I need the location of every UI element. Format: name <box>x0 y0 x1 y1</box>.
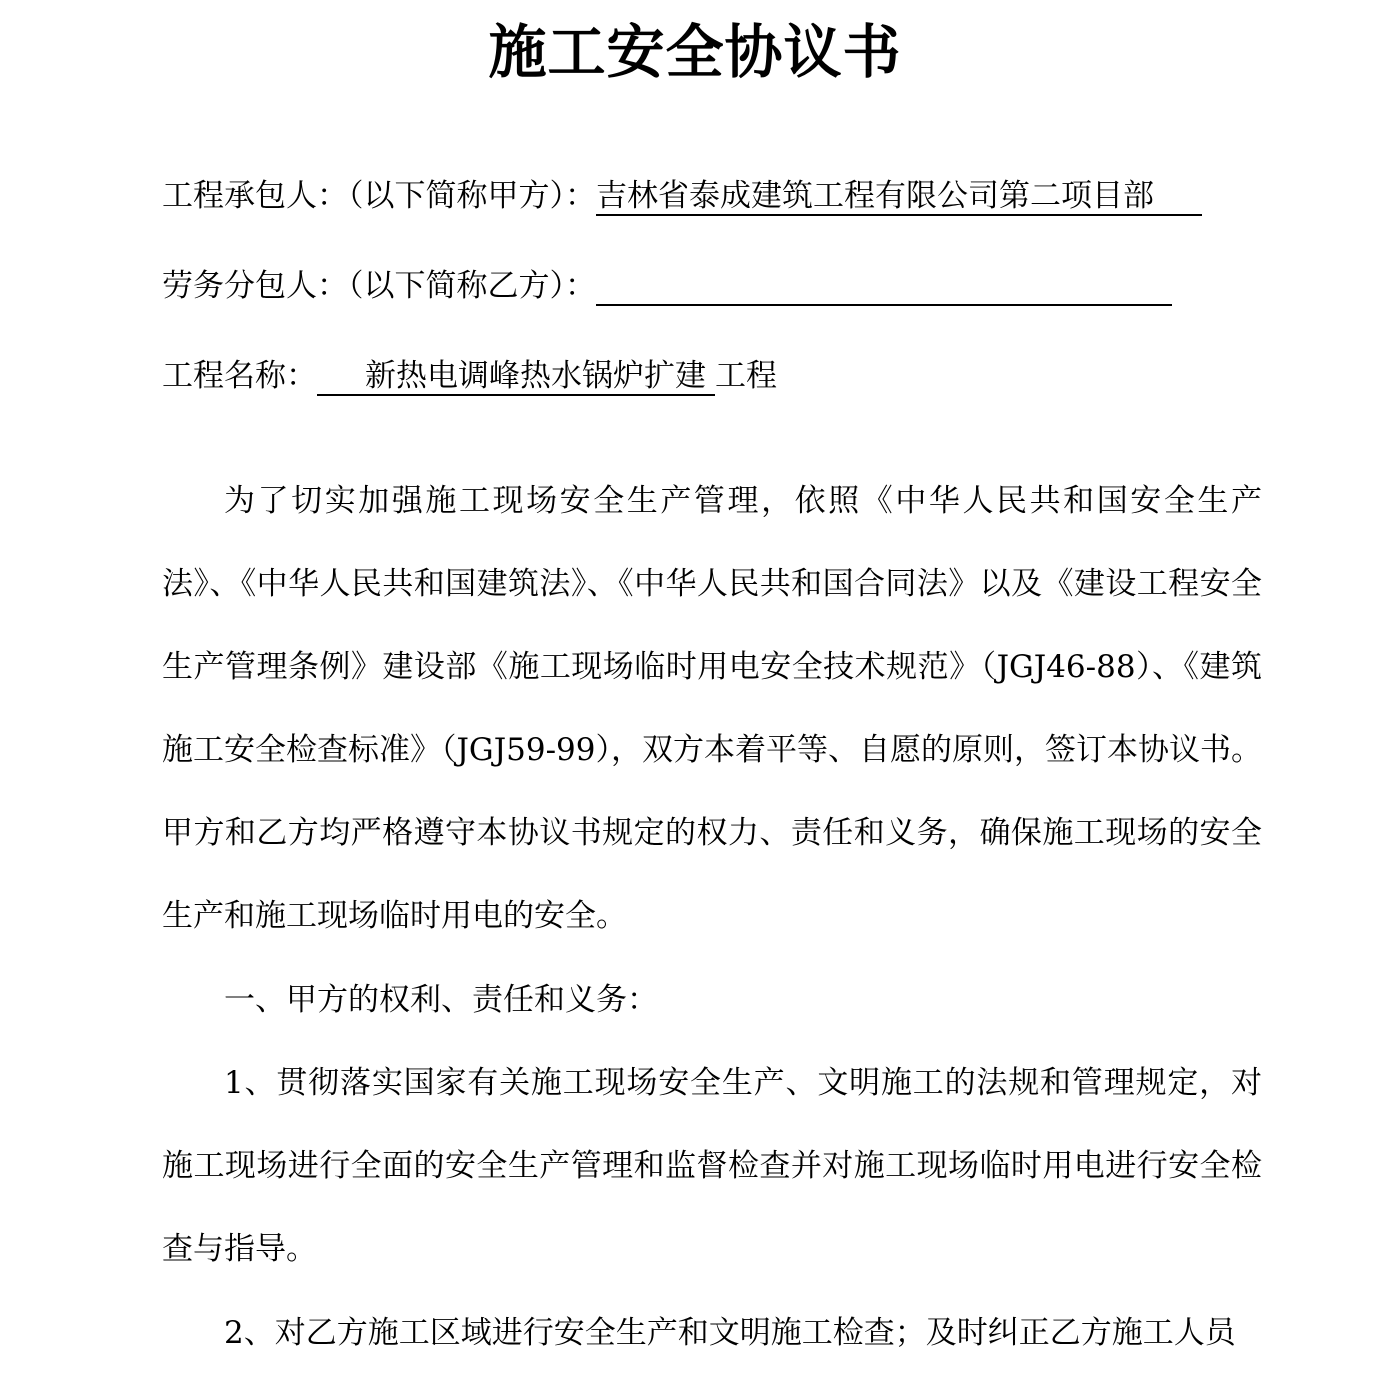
document-title: 施工安全协议书 <box>488 18 902 86</box>
contractor-label: 工程承包人：（以下简称甲方）： <box>162 178 596 214</box>
clause-1: 1、贯彻落实国家有关施工现场安全生产、文明施工的法规和管理规定，对施工现场进行全面的安全生产管理和监督检查并对施工现场临时用电进行安全检查与指导。 <box>162 1065 1262 1267</box>
contractor-value: 吉林省泰成建筑工程有限公司第二项目部 <box>596 176 1202 216</box>
subcontractor-label: 劳务分包人：（以下简称乙方）： <box>162 268 596 304</box>
project-name-field <box>162 356 777 396</box>
clause-2: 2、对乙方施工区域进行安全生产和文明施工检查；及时纠正乙方施工人员 <box>224 1315 1236 1351</box>
section-heading-party-a: 一、甲方的权利、责任和义务： <box>224 982 658 1018</box>
project-suffix: 工程 <box>715 358 777 394</box>
intro-paragraph: 为了切实加强施工现场安全生产管理，依照《中华人民共和国安全生产法》、《中华人民共和国建筑法》、《中华人民共和国合同法》以及《建设工程安全生产管理条例》建设部《施工现场临时用电安全技术规范》（JGJ46-88）、《建筑施工安全检查标准》（JGJ59-99），双方本着平等、自愿的原则，签订本协议书。甲方和乙方均严格遵守本协议书规定的权力、责任和义务，确保施工现场的安全生产和施工现场临时用电的安全。 <box>162 483 1262 934</box>
subcontractor-field <box>162 266 1172 306</box>
contractor-field <box>162 176 1202 216</box>
subcontractor-value-blank <box>596 266 1172 306</box>
project-label: 工程名称： <box>162 358 317 394</box>
project-value: 新热电调峰热水锅炉扩建 <box>317 356 715 396</box>
